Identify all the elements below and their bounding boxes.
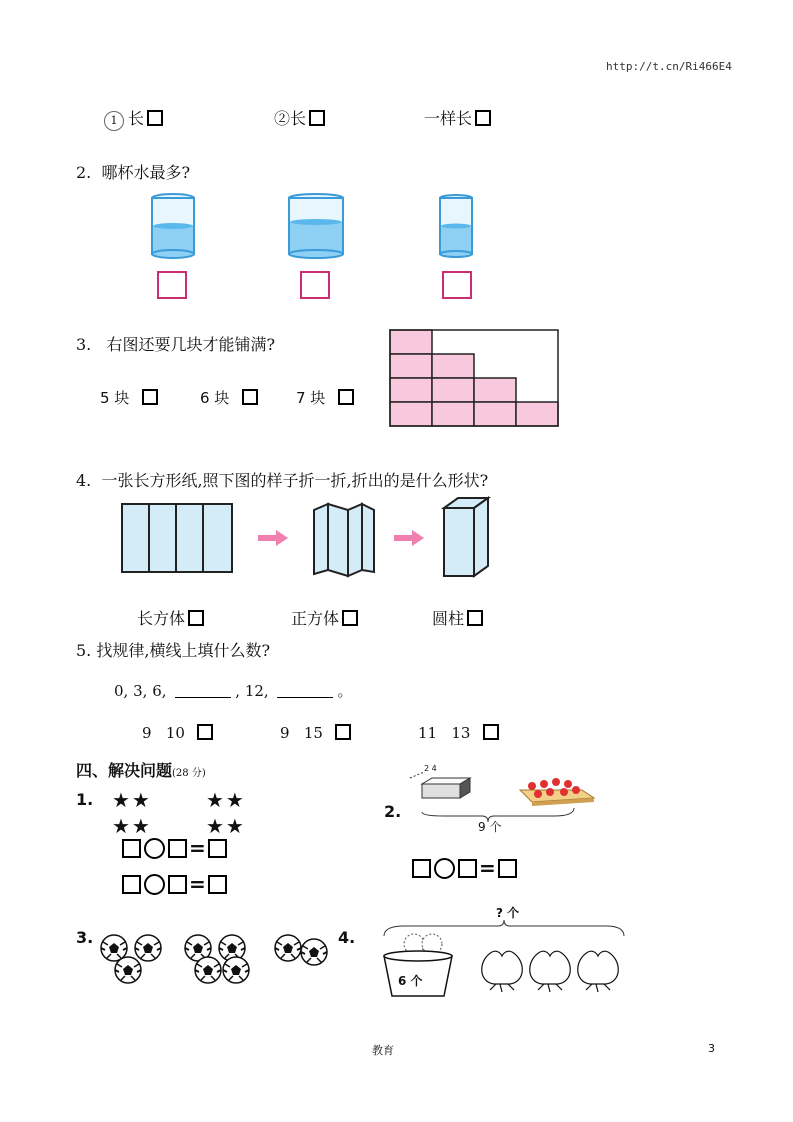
- q4-option-3: [432, 606, 483, 629]
- peach-icon: [482, 951, 523, 992]
- page-number: 3: [708, 1042, 715, 1055]
- q5-option-3: [418, 724, 499, 742]
- answer-checkbox[interactable]: [197, 724, 213, 740]
- operator-circle[interactable]: [434, 858, 455, 879]
- option-label: 圆柱: [432, 609, 465, 628]
- q3-option-2: [200, 387, 258, 408]
- cup-3-answer-box[interactable]: [442, 271, 472, 299]
- problem-3-number: 3.: [76, 928, 94, 947]
- q2-question: [76, 160, 190, 183]
- q5-option-1: [142, 724, 213, 742]
- q1-option-1: [104, 106, 163, 131]
- brace-icon: [384, 920, 624, 936]
- sequence-item: 0,: [114, 682, 129, 700]
- cup-1-icon: [152, 194, 194, 258]
- problem-4-number: 4.: [338, 928, 356, 947]
- answer-box[interactable]: [208, 839, 227, 858]
- equation-row-2: =: [122, 872, 227, 896]
- cup-2-answer-box[interactable]: [300, 271, 330, 299]
- problem-1-number: 1.: [76, 790, 94, 809]
- section-4-heading: [76, 758, 206, 781]
- answer-box[interactable]: [122, 875, 141, 894]
- number-sequence: [114, 680, 353, 701]
- soccer-balls-illustration: [96, 930, 336, 988]
- option-label: 7 块: [296, 389, 326, 407]
- water-cups-illustration: [140, 188, 490, 263]
- footer-center-text: 教育: [372, 1044, 394, 1057]
- soccer-ball-icon: [275, 935, 301, 961]
- sequence-blank-2[interactable]: [277, 683, 333, 698]
- answer-checkbox[interactable]: [342, 610, 358, 626]
- answer-checkbox[interactable]: [335, 724, 351, 740]
- prism-icon: [444, 498, 488, 576]
- equation-row-1: =: [122, 836, 227, 860]
- sequence-item: ,: [235, 682, 241, 700]
- answer-checkbox[interactable]: [142, 389, 158, 405]
- option-marker: ②: [274, 109, 291, 128]
- answer-checkbox[interactable]: [467, 610, 483, 626]
- option-label: 一样长: [424, 109, 473, 128]
- problem-2-number: 2.: [384, 802, 402, 821]
- option-label: 长: [290, 109, 307, 128]
- paper-folding-diagram: [118, 494, 498, 582]
- soccer-ball-icon: [301, 939, 327, 965]
- soccer-ball-icon: [135, 935, 161, 961]
- arrow-right-icon: [394, 530, 424, 546]
- sequence-item: 。: [337, 682, 353, 700]
- q1-option-3: [424, 106, 491, 129]
- section-title: 四、解决问题: [76, 761, 173, 780]
- answer-checkbox[interactable]: [483, 724, 499, 740]
- soccer-ball-icon: [115, 957, 141, 983]
- operator-circle[interactable]: [144, 874, 165, 895]
- fruit-tray-icon: [520, 778, 594, 806]
- peach-icon: [578, 951, 619, 992]
- cup-3-icon: [440, 195, 472, 257]
- header-url: http://t.cn/Ri466E4: [606, 60, 732, 73]
- answer-checkbox[interactable]: [147, 110, 163, 126]
- sequence-item: 6,: [152, 682, 167, 700]
- q4-question: [76, 468, 488, 491]
- cup-2-icon: [289, 194, 343, 258]
- question-text: 哪杯水最多?: [101, 163, 191, 182]
- soccer-ball-icon: [223, 957, 249, 983]
- answer-box[interactable]: [412, 859, 431, 878]
- answer-checkbox[interactable]: [188, 610, 204, 626]
- answer-checkbox[interactable]: [475, 110, 491, 126]
- soccer-ball-icon: [195, 957, 221, 983]
- basket-count-label: 6 个: [398, 974, 423, 988]
- option-label: 9 10: [142, 724, 185, 742]
- soccer-ball-icon: [101, 935, 127, 961]
- tile-grid-diagram: [388, 328, 560, 428]
- answer-box[interactable]: [168, 839, 187, 858]
- question-text: 右图还要几块才能铺满?: [106, 335, 276, 354]
- equation-row-3: =: [412, 856, 517, 880]
- cup-1-answer-box[interactable]: [157, 271, 187, 299]
- question-number: 3.: [76, 335, 92, 354]
- q5-question: [76, 638, 270, 661]
- half-folded-paper-icon: [314, 504, 374, 576]
- peach-icon: [530, 951, 571, 992]
- operator-circle[interactable]: [144, 838, 165, 859]
- answer-box[interactable]: [208, 875, 227, 894]
- option-label: 正方体: [291, 609, 340, 628]
- answer-checkbox[interactable]: [338, 389, 354, 405]
- section-score: (28 分): [172, 768, 206, 779]
- q3-option-3: [296, 387, 354, 408]
- option-label: 6 块: [200, 389, 230, 407]
- answer-box[interactable]: [168, 875, 187, 894]
- star-group: ★★: [112, 788, 152, 812]
- q1-option-2: [274, 106, 325, 129]
- paper-stack-icon: [410, 772, 470, 798]
- option-label: 11 13: [418, 724, 471, 742]
- answer-checkbox[interactable]: [309, 110, 325, 126]
- star-group: ★★: [206, 788, 246, 812]
- flat-paper-icon: [122, 504, 232, 572]
- option-label: 长方体: [137, 609, 186, 628]
- option-label: 长: [128, 109, 145, 128]
- star-group: ★★: [112, 814, 152, 838]
- option-label: 5 块: [100, 389, 130, 407]
- stack-dimension-label: 2 4: [424, 764, 437, 773]
- question-number: 5.: [76, 641, 92, 660]
- answer-checkbox[interactable]: [242, 389, 258, 405]
- question-text: 找规律,横线上填什么数?: [96, 641, 271, 660]
- q3-question: [76, 332, 275, 355]
- sequence-item: 12,: [244, 682, 269, 700]
- q4-option-2: [291, 606, 358, 629]
- question-number: 2.: [76, 163, 92, 182]
- option-marker: 1: [104, 111, 124, 131]
- q3-option-1: [100, 387, 158, 408]
- option-label: 9 15: [280, 724, 323, 742]
- question-number: 4.: [76, 471, 92, 490]
- problem-2-illustration: [404, 768, 604, 826]
- q5-option-2: [280, 724, 351, 742]
- sequence-blank-1[interactable]: [175, 683, 231, 698]
- unknown-total-label: ? 个: [496, 906, 520, 920]
- star-group: ★★: [206, 814, 246, 838]
- total-count-label: 9 个: [478, 820, 502, 834]
- sequence-item: 3,: [133, 682, 148, 700]
- q4-option-1: [137, 606, 204, 629]
- answer-box[interactable]: [498, 859, 517, 878]
- answer-box[interactable]: [122, 839, 141, 858]
- answer-box[interactable]: [458, 859, 477, 878]
- question-text: 一张长方形纸,照下图的样子折一折,折出的是什么形状?: [101, 471, 489, 490]
- arrow-right-icon: [258, 530, 288, 546]
